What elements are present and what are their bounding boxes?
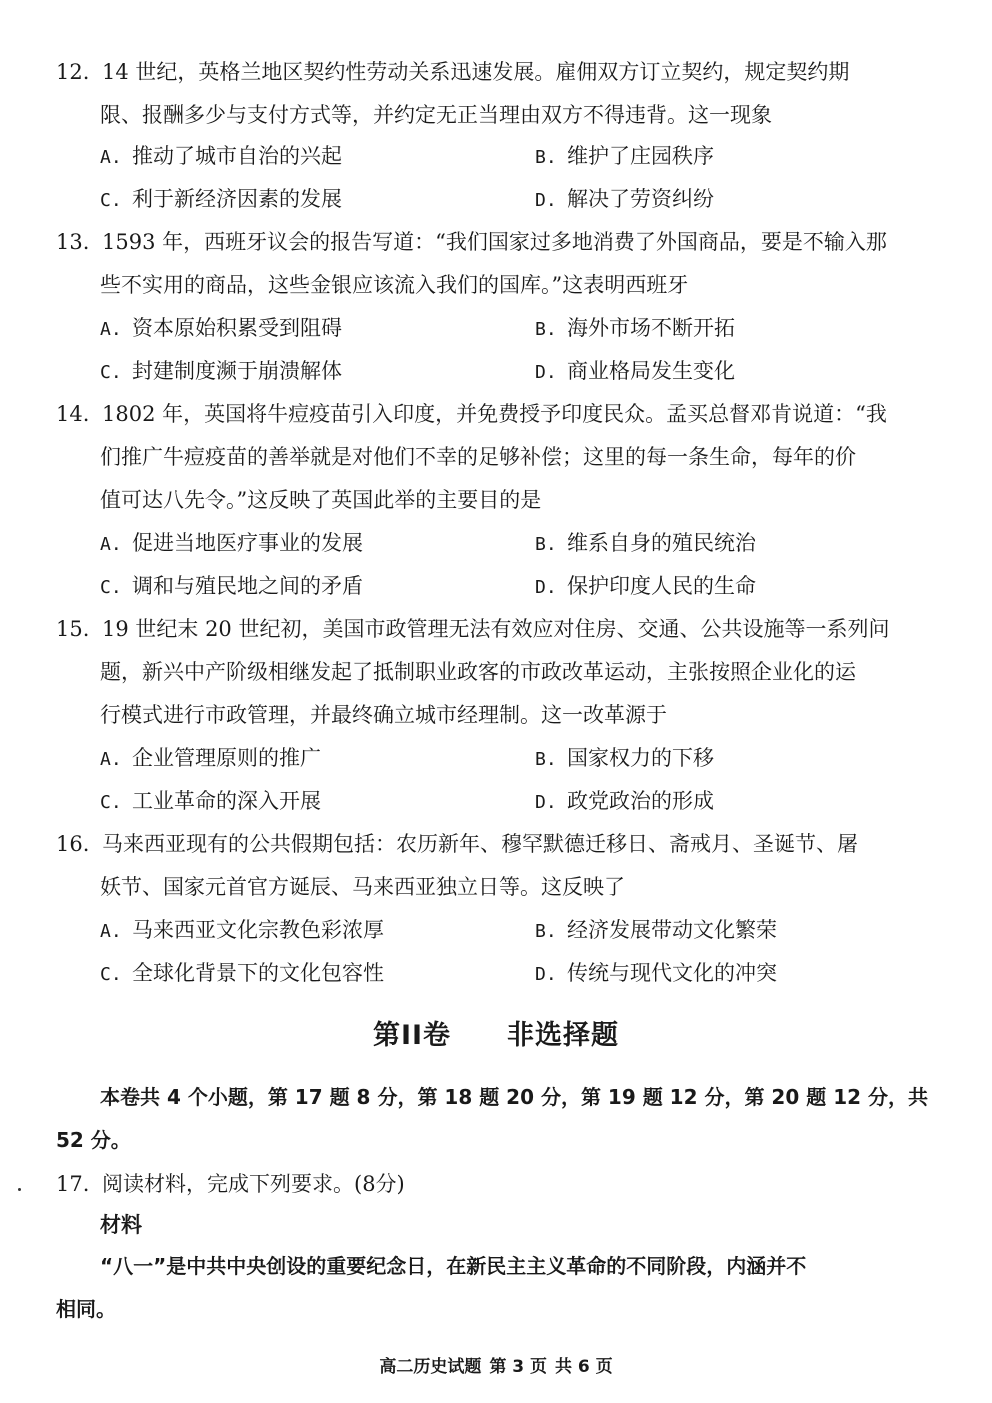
- option-a: [100, 915, 384, 947]
- section-title-left: 第II卷: [372, 1020, 452, 1051]
- question-text: 马来西亚现有的公共假期包括：农历新年、穆罕默德迁移日、斋戒月、圣诞节、屠: [102, 832, 858, 856]
- question-text: 14 世纪，英格兰地区契约性劳动关系迅速发展。雇佣双方订立契约，规定契约期: [102, 60, 850, 84]
- option-letter: D.: [535, 577, 557, 598]
- section-title: [0, 1013, 992, 1052]
- option-text: 资本原始积累受到阻碍: [132, 316, 342, 340]
- margin-dot: [18, 1188, 21, 1191]
- option-text: 政党政治的形成: [567, 789, 714, 813]
- option-text: 维系自身的殖民统治: [567, 531, 756, 555]
- material-text: “八一”是中共中央创设的重要纪念日，在新民主主义革命的不同阶段，内涵并不: [100, 1254, 807, 1278]
- question-text: 们推广牛痘疫苗的善举就是对他们不幸的足够补偿；这里的每一条生命，每年的价: [100, 445, 856, 469]
- option-letter: D.: [535, 964, 557, 985]
- question-text: 1593 年，西班牙议会的报告写道：“我们国家过多地消费了外国商品，要是不输入那: [102, 230, 887, 254]
- option-letter: A.: [100, 319, 122, 340]
- option-letter: D.: [535, 190, 557, 211]
- option-c: [100, 958, 384, 990]
- option-letter: A.: [100, 749, 122, 770]
- option-letter: C.: [100, 577, 122, 598]
- option-letter: C.: [100, 362, 122, 383]
- section-note-continued: 52 分。: [56, 1128, 131, 1152]
- option-c: [100, 786, 321, 818]
- option-text: 解决了劳资纠纷: [567, 187, 714, 211]
- option-d: [535, 184, 714, 216]
- option-a: [100, 141, 342, 173]
- option-text: 利于新经济因素的发展: [132, 187, 342, 211]
- question-number: 13.: [56, 230, 90, 254]
- option-a: [100, 743, 321, 775]
- question-number: 14.: [56, 402, 90, 426]
- question-number: 15.: [56, 617, 90, 641]
- footer-page: 第 3 页: [489, 1357, 547, 1377]
- option-text: 全球化背景下的文化包容性: [132, 961, 384, 985]
- question-number: 17.: [56, 1172, 90, 1196]
- option-d: [535, 571, 756, 603]
- material-text-continued: 相同。: [56, 1297, 116, 1321]
- option-letter: B.: [535, 921, 557, 942]
- option-a: [100, 313, 342, 345]
- option-letter: D.: [535, 362, 557, 383]
- option-a: [100, 528, 363, 560]
- option-c: [100, 571, 363, 603]
- option-c: [100, 356, 342, 388]
- option-letter: A.: [100, 147, 122, 168]
- option-letter: A.: [100, 534, 122, 555]
- option-b: [535, 915, 777, 947]
- question-text: 1802 年，英国将牛痘疫苗引入印度，并免费授予印度民众。孟买总督邓肯说道：“我: [102, 402, 887, 426]
- option-text: 促进当地医疗事业的发展: [132, 531, 363, 555]
- option-text: 企业管理原则的推广: [132, 746, 321, 770]
- option-text: 商业格局发生变化: [567, 359, 735, 383]
- question-text: 限、报酬多少与支付方式等，并约定无正当理由双方不得违背。这一现象: [100, 103, 772, 127]
- option-text: 海外市场不断开拓: [567, 316, 735, 340]
- option-text: 推动了城市自治的兴起: [132, 144, 342, 168]
- question-text: 妖节、国家元首官方诞辰、马来西亚独立日等。这反映了: [100, 875, 625, 899]
- option-letter: B.: [535, 534, 557, 555]
- question-number: 12.: [56, 60, 90, 84]
- option-letter: A.: [100, 921, 122, 942]
- option-letter: C.: [100, 964, 122, 985]
- option-b: [535, 313, 735, 345]
- footer-title: 高二历史试题: [379, 1357, 482, 1377]
- option-letter: D.: [535, 792, 557, 813]
- option-text: 马来西亚文化宗教色彩浓厚: [132, 918, 384, 942]
- option-text: 工业革命的深入开展: [132, 789, 321, 813]
- option-text: 调和与殖民地之间的矛盾: [132, 574, 363, 598]
- section-title-right: 非选择题: [507, 1020, 620, 1051]
- option-c: [100, 184, 342, 216]
- option-letter: B.: [535, 147, 557, 168]
- option-text: 传统与现代文化的冲突: [567, 961, 777, 985]
- option-d: [535, 786, 714, 818]
- option-text: 保护印度人民的生命: [567, 574, 756, 598]
- question-text: 阅读材料，完成下列要求。(8分): [102, 1172, 405, 1196]
- question-text: 些不实用的商品，这些金银应该流入我们的国库。”这表明西班牙: [100, 273, 689, 297]
- question-text: 题，新兴中产阶级相继发起了抵制职业政客的市政改革运动，主张按照企业化的运: [100, 660, 856, 684]
- option-text: 维护了庄园秩序: [567, 144, 714, 168]
- option-text: 国家权力的下移: [567, 746, 714, 770]
- option-letter: B.: [535, 749, 557, 770]
- question-number: 16.: [56, 832, 90, 856]
- question-text: 19 世纪末 20 世纪初，美国市政管理无法有效应对住房、交通、公共设施等一系列问: [102, 617, 890, 641]
- option-b: [535, 743, 714, 775]
- material-label: 材料: [100, 1213, 142, 1237]
- option-b: [535, 141, 714, 173]
- option-b: [535, 528, 756, 560]
- option-letter: B.: [535, 319, 557, 340]
- option-text: 经济发展带动文化繁荣: [567, 918, 777, 942]
- option-letter: C.: [100, 792, 122, 813]
- option-d: [535, 356, 735, 388]
- option-text: 封建制度濒于崩溃解体: [132, 359, 342, 383]
- page-footer: [0, 1352, 992, 1377]
- option-d: [535, 958, 777, 990]
- question-text: 行模式进行市政管理，并最终确立城市经理制。这一改革源于: [100, 703, 667, 727]
- section-note: 本卷共 4 个小题，第 17 题 8 分，第 18 题 20 分，第 19 题 12 分，第 20 题 12 分，共: [100, 1085, 928, 1109]
- footer-total: 共 6 页: [555, 1357, 613, 1377]
- option-letter: C.: [100, 190, 122, 211]
- question-text: 值可达八先令。”这反映了英国此举的主要目的是: [100, 488, 542, 512]
